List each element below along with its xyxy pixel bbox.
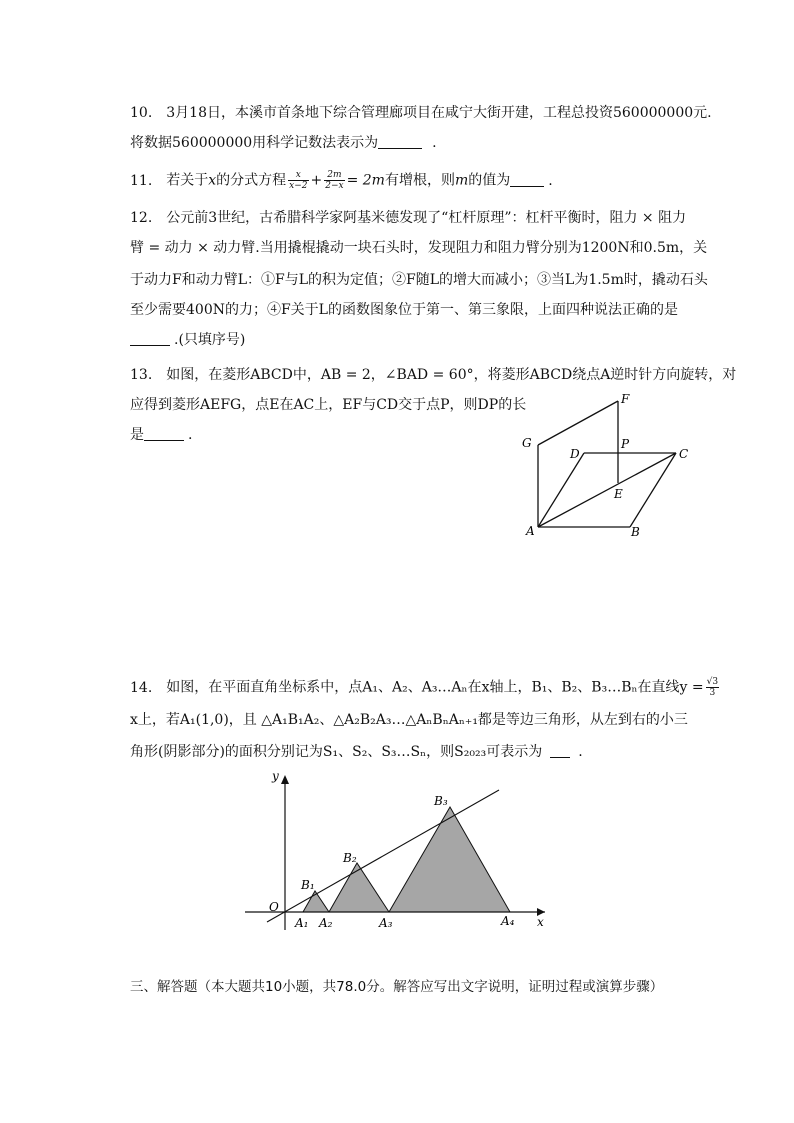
q12-line2 — [130, 238, 707, 258]
q13-period: . — [188, 427, 193, 443]
edge-GF — [538, 401, 618, 445]
q11-text-b: 的分式方程 — [216, 172, 287, 189]
q11-period: . — [548, 172, 553, 189]
q14-period: . — [578, 744, 583, 760]
q13-text1: 如图，在菱形ABCD中，AB = 2，∠BAD = 60°，将菱形ABCD绕点A逆时针方向旋转，对 — [166, 367, 737, 383]
triangle-A3B3A4 — [389, 807, 510, 912]
q12-text1: 公元前3世纪，古希腊科学家阿基米德发现了“杠杆原理”：杠杆平衡时，阻力 × 阻力 — [166, 210, 687, 226]
q10-number: 10. — [130, 105, 153, 121]
q13-rhombus-figure — [510, 385, 710, 545]
label-A2: A₂ — [319, 916, 333, 930]
q13-line3 — [130, 425, 192, 445]
q14-line1 — [130, 677, 721, 698]
q12-line5 — [130, 330, 245, 350]
q14-slope-fraction: $\frac{√3}{3}$ — [706, 677, 719, 698]
q11-plus: + — [310, 172, 323, 189]
label-y: y — [272, 769, 279, 783]
label-B: B — [631, 525, 640, 539]
q12-text2: 臂 = 动力 × 动力臂.当用撬棍撬动一块石头时，发现阻力和阻力臂分别为1200N和0.5m，关 — [130, 240, 708, 256]
q14-answer-blank[interactable] — [550, 743, 570, 758]
label-A3: A₃ — [379, 916, 393, 930]
label-A4: A₄ — [501, 914, 515, 928]
q11-var-m: m — [454, 172, 469, 189]
q12-text4: 至少需要400N的力；④F关于L的函数图象位于第一、第三象限，上面四种说法正确的是 — [130, 302, 678, 318]
q13-text2: 应得到菱形AEFG，点E在AC上，EF与CD交于点P，则DP的长 — [130, 397, 527, 413]
q11-text-d: 的值为 — [468, 172, 511, 189]
label-A: A — [526, 524, 535, 538]
label-G: G — [522, 436, 532, 450]
label-B3: B₃ — [434, 794, 448, 808]
q12-number: 12. — [130, 210, 153, 226]
edge-DA — [538, 453, 584, 527]
label-P: P — [621, 437, 630, 451]
q11-text-c: 有增根，则 — [384, 172, 455, 189]
q12-answer-blank[interactable] — [130, 331, 170, 346]
q11-fraction-2: $\frac{2m}{2-x}$ — [325, 170, 344, 191]
q12-line4 — [130, 300, 678, 320]
label-B2: B₂ — [343, 851, 357, 865]
triangle-A2B2A3 — [329, 863, 389, 912]
q14-coordinate-figure — [245, 765, 565, 935]
q12-line1 — [130, 208, 686, 228]
q13-text3: 是 — [130, 427, 144, 443]
q14-line3 — [130, 742, 583, 762]
label-O: O — [269, 900, 279, 914]
q11-answer-blank[interactable] — [510, 172, 544, 187]
q14-number: 14. — [130, 679, 153, 696]
diagonal-AC — [538, 453, 676, 527]
q14-text2: x上，若A₁(1,0)，且 △A₁B₁A₂、△A₂B₂A₃…△AₙBₙAₙ₊₁都是等边三角形，从左到右的小三 — [130, 712, 688, 728]
q14-text1: 如图，在平面直角坐标系中，点A₁、A₂、A₃…Aₙ在x轴上，B₁、B₂、B₃…Bₙ在直线y = — [166, 679, 704, 696]
label-B1: B₁ — [301, 878, 315, 892]
q11-number: 11. — [130, 172, 153, 189]
label-C: C — [679, 447, 689, 461]
label-x: x — [537, 915, 544, 929]
q11-equation-rhs: = 2m — [346, 172, 385, 189]
q10-line2 — [130, 133, 437, 153]
q11-line — [130, 170, 553, 191]
label-D: D — [570, 447, 580, 461]
q13-line2 — [130, 395, 526, 415]
q13-line1 — [130, 365, 736, 385]
q10-text1: 3月18日，本溪市首条地下综合管理廊项目在咸宁大街开建，工程总投资560000000元. — [166, 105, 712, 121]
edge-BC — [630, 453, 676, 527]
q14-text3: 角形(阴影部分)的面积分别记为S₁、S₂、S₃…Sₙ，则S₂₀₂₃可表示为 — [130, 744, 543, 760]
q12-text5: .(只填序号) — [174, 332, 246, 348]
label-E: E — [614, 487, 623, 501]
q14-line2 — [130, 710, 688, 730]
q11-text-a: 若关于 — [166, 172, 209, 189]
q10-text2: 将数据560000000用科学记数法表示为 — [130, 135, 379, 151]
label-A1: A₁ — [295, 916, 309, 930]
label-F: F — [621, 392, 630, 406]
q11-fraction-1: $\frac{x}{x-2}$ — [289, 170, 308, 191]
q12-text3: 于动力F和动力臂L：①F与L的积为定值；②F随L的增大而减小；③当L为1.5m时，撬动石头 — [130, 272, 708, 288]
section-3-heading: 三、解答题（本大题共10小题，共78.0分。解答应写出文字说明，证明过程或演算步骤） — [130, 979, 664, 995]
q13-number: 13. — [130, 367, 153, 383]
y-axis-arrow-icon — [281, 775, 289, 784]
q13-answer-blank[interactable] — [144, 426, 184, 441]
q12-line3 — [130, 270, 708, 290]
q11-var-x: x — [208, 172, 217, 189]
q10-line1 — [130, 103, 712, 123]
q10-period: . — [432, 135, 437, 151]
q10-answer-blank[interactable] — [378, 134, 422, 149]
